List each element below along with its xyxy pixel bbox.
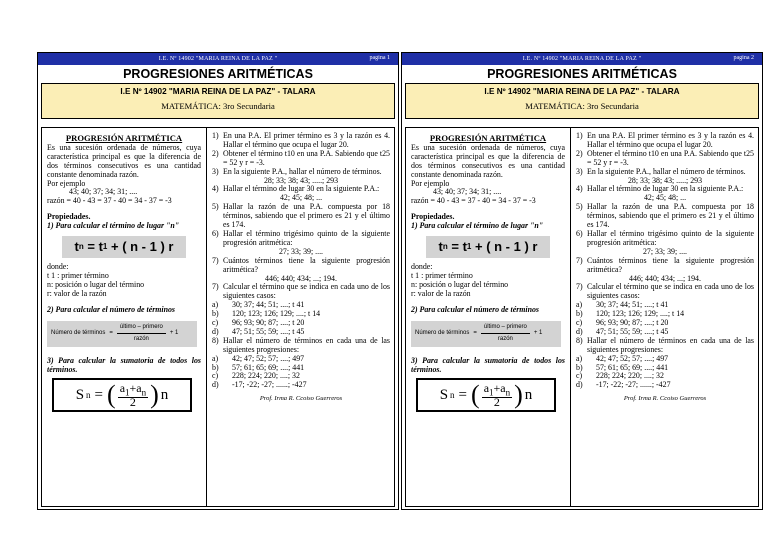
- exercise-item: 4) Hallar el término de lugar 30 en la siguiente P.A.:: [576, 184, 744, 194]
- where-item: r: valor de la razón: [411, 288, 471, 298]
- nth-term-formula: t n = t 1 + ( n - 1 ) r: [426, 236, 550, 258]
- exercise-item: 8) Hallar el número de términos en cada una de las siguientes progresiones:: [212, 335, 390, 354]
- definition-text: Es una sucesión ordenada de números, cuya característica principal es que la diferencia de dos términos consecutivos es una cantidad constante denominada razón.: [47, 142, 201, 179]
- property-3: 3) Para calcular la sumatoria de todos los términos.: [47, 355, 201, 374]
- school-name: I.E Nº 14902 "MARIA REINA DE LA PAZ" - TALARA: [484, 87, 680, 96]
- school-info-box: [405, 83, 759, 119]
- properties-label: Propiedades.: [47, 212, 91, 222]
- example-ratio: razón = 40 - 43 = 37 - 40 = 34 - 37 = -3: [47, 196, 172, 206]
- property-3: 3) Para calcular la sumatoria de todos los términos.: [411, 355, 565, 374]
- exercise-item: 2) Obtener el término t10 en una P.A. Sabiendo que t25 = 52 y r = -3.: [576, 148, 754, 167]
- exercise-item: 3) En la siguiente P.A., hallar el número de términos.: [212, 166, 382, 176]
- nth-term-formula: t n = t 1 + ( n - 1 ) r: [62, 236, 186, 258]
- exercise-subitem: c) 96; 93; 90; 87; ....; t 20: [212, 318, 305, 328]
- exercise-item: 1) En una P.A. El primer término es 3 y la razón es 4. Hallar el término que ocupa el lugar 20.: [212, 131, 390, 149]
- where-item: n: posición o lugar del término: [411, 279, 509, 289]
- exercise-subitem: b) 57; 61; 65; 69; ....; 441: [576, 362, 669, 372]
- page-title: PROGRESIONES ARITMÉTICAS: [123, 67, 313, 81]
- section-title: PROGRESIÓN ARITMÉTICA: [65, 133, 183, 143]
- exercise-item: 3) En la siguiente P.A., hallar el número de términos.: [576, 166, 746, 176]
- header-bar-text: I.E. Nº 14902 "MARIA REINA DE LA PAZ ": [158, 56, 278, 62]
- where-label: donde:: [411, 262, 433, 272]
- exercise-item: 8) Hallar el número de términos en cada una de las siguientes progresiones:: [576, 335, 754, 354]
- exercise-subitem: a) 30; 37; 44; 51; ....; t 41: [212, 300, 305, 310]
- exercise-item: 7) Calcular el término que se indica en cada uno de los siguientes casos:: [212, 282, 390, 301]
- exercise-data: 42; 45; 48; ...: [279, 193, 323, 203]
- term-count-formula: Número de términos = $\frac{\text{último – primero}}{\text{razón}}$ + 1: [411, 321, 561, 347]
- section-title: PROGRESIÓN ARITMÉTICA: [429, 133, 547, 143]
- exercise-data: 27; 33; 39; ....: [642, 246, 688, 256]
- exercise-item: 6) Hallar el término trigésimo quinto de la siguiente progresión aritmética:: [576, 228, 754, 247]
- where-item: t 1 : primer término: [47, 270, 109, 280]
- subject-line: MATEMÁTICA: 3ro Secundaria: [161, 101, 275, 111]
- theory-column: [405, 127, 570, 507]
- exercise-subitem: c) 228; 224; 220; ....; 32: [212, 371, 300, 381]
- where-label: donde:: [47, 262, 69, 272]
- exercise-item: 7) Cuántos términos tiene la siguiente progresión aritmética?: [212, 255, 390, 274]
- exercise-subitem: d) 47; 51; 55; 59; ....; t 45: [212, 326, 305, 336]
- exercise-subitem: c) 96; 93; 90; 87; ....; t 20: [576, 318, 669, 328]
- exercise-data: 446; 440; 434; ...; 194.: [265, 273, 337, 283]
- exercise-item: 5) Hallar la razón de una P.A. compuesta por 18 términos, sabiendo que el primero es 21 y el último es 174.: [212, 202, 390, 230]
- exercise-data: 27; 33; 39; ....: [278, 246, 324, 256]
- exercise-subitem: d) -17; -22; -27; ......; -427: [576, 380, 671, 390]
- where-item: t 1 : primer término: [411, 270, 473, 280]
- where-item: n: posición o lugar del término: [47, 279, 145, 289]
- theory-column: [41, 127, 206, 507]
- exercise-data: 446; 440; 434; ...; 194.: [629, 273, 701, 283]
- exercise-subitem: a) 42; 47; 52; 57; ....; 497: [212, 353, 305, 363]
- property-2: 2) Para calcular el número de términos: [411, 304, 540, 314]
- document-page-1: [37, 52, 399, 510]
- exercise-data: 28; 33; 38; 43; .....; 293: [263, 175, 339, 185]
- exercise-item: 4) Hallar el término de lugar 30 en la siguiente P.A.:: [212, 184, 380, 194]
- exercise-subitem: d) -17; -22; -27; ......; -427: [212, 380, 307, 390]
- sum-formula: S n = ( $a_1+a_n$ 2 ) n: [52, 378, 192, 412]
- exercise-subitem: d) 47; 51; 55; 59; ....; t 45: [576, 326, 669, 336]
- properties-label: Propiedades.: [411, 212, 455, 222]
- page-number: pagina 1: [369, 55, 390, 61]
- exercise-item: 1) En una P.A. El primer término es 3 y la razón es 4. Hallar el término que ocupa el lugar 20.: [576, 131, 754, 149]
- exercise-data: 28; 33; 38; 43; .....; 293: [627, 175, 703, 185]
- page-header-bar: [38, 53, 398, 65]
- school-info-box: [41, 83, 395, 119]
- header-bar-text: I.E. Nº 14902 "MARIA REINA DE LA PAZ ": [522, 56, 642, 62]
- school-name: I.E Nº 14902 "MARIA REINA DE LA PAZ" - TALARA: [120, 87, 316, 96]
- exercise-subitem: b) 120; 123; 126; 129; ....; t 14: [212, 309, 321, 319]
- exercises-column: [206, 127, 395, 507]
- property-2: 2) Para calcular el número de términos: [47, 304, 176, 314]
- page-number: pagina 2: [733, 55, 754, 61]
- exercise-subitem: b) 120; 123; 126; 129; ....; t 14: [576, 309, 685, 319]
- author-credit: Prof. Irma R. Ccoiso Guerreros: [259, 395, 343, 403]
- author-credit: Prof. Irma R. Ccoiso Guerreros: [623, 395, 707, 403]
- example-ratio: razón = 40 - 43 = 37 - 40 = 34 - 37 = -3: [411, 196, 536, 206]
- example-label: Por ejemplo: [47, 178, 86, 188]
- exercise-item: 2) Obtener el término t10 en una P.A. Sabiendo que t25 = 52 y r = -3.: [212, 148, 390, 167]
- exercise-item: 7) Calcular el término que se indica en cada uno de los siguientes casos:: [576, 282, 754, 301]
- property-1: 1) Para calcular el término de lugar "n": [411, 221, 544, 231]
- subject-line: MATEMÁTICA: 3ro Secundaria: [525, 101, 639, 111]
- sum-formula: S n = ( $a_1+a_n$ 2 ) n: [416, 378, 556, 412]
- exercise-subitem: b) 57; 61; 65; 69; ....; 441: [212, 362, 305, 372]
- document-page-2: [401, 52, 763, 510]
- exercise-item: 5) Hallar la razón de una P.A. compuesta por 18 términos, sabiendo que el primero es 21 y el último es 174.: [576, 202, 754, 230]
- exercise-item: 7) Cuántos términos tiene la siguiente progresión aritmética?: [576, 255, 754, 274]
- property-1: 1) Para calcular el término de lugar "n": [47, 221, 180, 231]
- definition-text: Es una sucesión ordenada de números, cuya característica principal es que la diferencia de dos términos consecutivos es una cantidad constante denominada razón.: [411, 142, 565, 179]
- example-label: Por ejemplo: [411, 178, 450, 188]
- exercise-item: 6) Hallar el término trigésimo quinto de la siguiente progresión aritmética:: [212, 228, 390, 247]
- page-title: PROGRESIONES ARITMÉTICAS: [487, 67, 677, 81]
- example-sequence: 43; 40; 37; 34; 31; ....: [433, 187, 502, 197]
- where-item: r: valor de la razón: [47, 288, 107, 298]
- exercise-subitem: c) 228; 224; 220; ....; 32: [576, 371, 664, 381]
- exercise-subitem: a) 42; 47; 52; 57; ....; 497: [576, 353, 669, 363]
- page-header-bar: [402, 53, 762, 65]
- exercise-subitem: a) 30; 37; 44; 51; ....; t 41: [576, 300, 669, 310]
- exercise-data: 42; 45; 48; ...: [643, 193, 687, 203]
- exercises-column: [570, 127, 759, 507]
- term-count-formula: Número de términos = $\frac{\text{último – primero}}{\text{razón}}$ + 1: [47, 321, 197, 347]
- example-sequence: 43; 40; 37; 34; 31; ....: [69, 187, 138, 197]
